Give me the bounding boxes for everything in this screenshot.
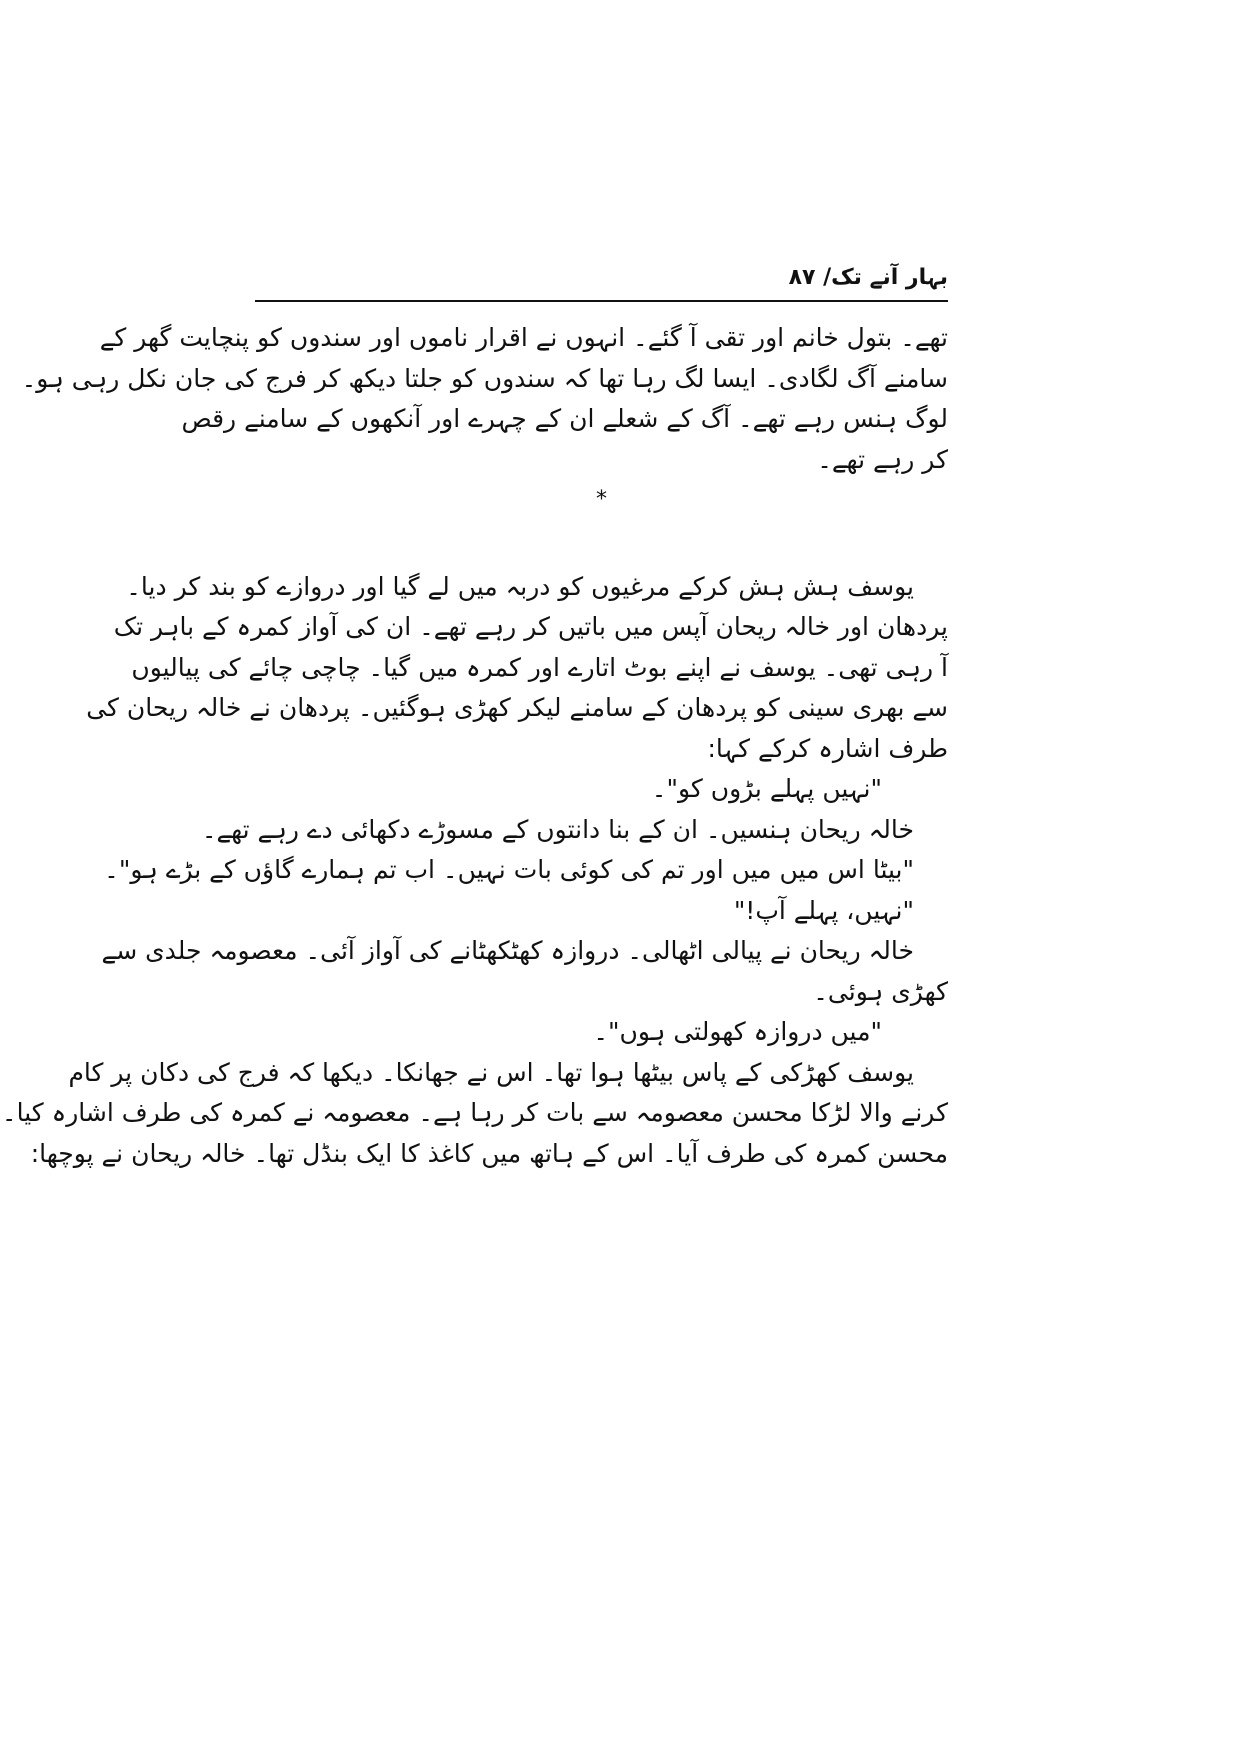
paragraph — [21, 318, 948, 480]
text-line: کر رہے تھے۔ — [817, 444, 948, 474]
running-header — [255, 262, 948, 302]
paragraph — [86, 567, 948, 770]
running-title: بہار آنے تک/ ۸۷ — [788, 265, 948, 290]
text-line: خالہ ریحان ہنسیں۔ ان کے بنا دانتوں کے مسوڑے دکھائی دے رہے تھے۔ — [201, 814, 914, 844]
text-line: کرنے والا لڑکا محسن معصومہ سے بات کر رہا ہے۔ معصومہ نے کمرہ کی طرف اشارہ کیا۔ — [1, 1098, 948, 1127]
text-line: طرف اشارہ کرکے کہا: — [707, 733, 948, 763]
text-line: محسن کمرہ کی طرف آیا۔ اس کے ہاتھ میں کاغذ کا ایک بنڈل تھا۔ خالہ ریحان نے پوچھا: — [30, 1138, 948, 1168]
paragraph — [1, 1053, 948, 1175]
text-line: یوسف کھڑکی کے پاس بیٹھا ہوا تھا۔ اس نے جھانکا۔ دیکھا کہ فرج کی دکان پر کام — [68, 1057, 914, 1087]
text-line: پردھان اور خالہ ریحان آپس میں باتیں کر رہے تھے۔ ان کی آواز کمرہ کے باہر تک — [113, 612, 948, 641]
paragraph — [101, 931, 948, 1012]
text-line: کھڑی ہوئی۔ — [813, 976, 948, 1006]
text-line: آ رہی تھی۔ یوسف نے اپنے بوٹ اتارے اور کمرہ میں گیا۔ چاچی چائے کی پیالیوں — [131, 652, 948, 682]
text-line: تھے۔ بتول خانم اور تقی آ گئے۔ انہوں نے اقرار ناموں اور سندوں کو پنچایت گھر کے — [99, 323, 948, 352]
dialogue-line: "میں دروازہ کھولتی ہوں"۔ — [593, 1017, 882, 1046]
text-line: سامنے آگ لگادی۔ ایسا لگ رہا تھا کہ سندوں کو جلتا دیکھ کر فرج کی جان نکل رہی ہو۔ — [21, 363, 948, 393]
dialogue-line: "بیٹا اس میں میں اور تم کی کوئی بات نہیں۔ اب تم ہمارے گاؤں کے بڑے ہو"۔ — [104, 855, 914, 884]
text-line: لوگ ہنس رہے تھے۔ آگ کے شعلے ان کے چہرے اور آنکھوں کے سامنے رقص — [181, 404, 948, 433]
section-separator: * — [596, 487, 607, 512]
spacer — [255, 521, 948, 567]
text-line: خالہ ریحان نے پیالی اٹھالی۔ دروازہ کھٹکھٹانے کی آواز آئی۔ معصومہ جلدی سے — [101, 936, 914, 965]
dialogue-line: "نہیں پہلے بڑوں کو"۔ — [651, 774, 882, 803]
text-line: سے بھری سینی کو پردھان کے سامنے لیکر کھڑی ہوگئیں۔ پردھان نے خالہ ریحان کی — [86, 693, 948, 722]
dialogue-line: "نہیں، پہلے آپ!" — [733, 895, 914, 925]
text-line: یوسف ہش ہش کرکے مرغیوں کو دربہ میں لے گیا اور دروازے کو بند کر دیا۔ — [126, 571, 914, 601]
body-text — [1, 318, 948, 1174]
